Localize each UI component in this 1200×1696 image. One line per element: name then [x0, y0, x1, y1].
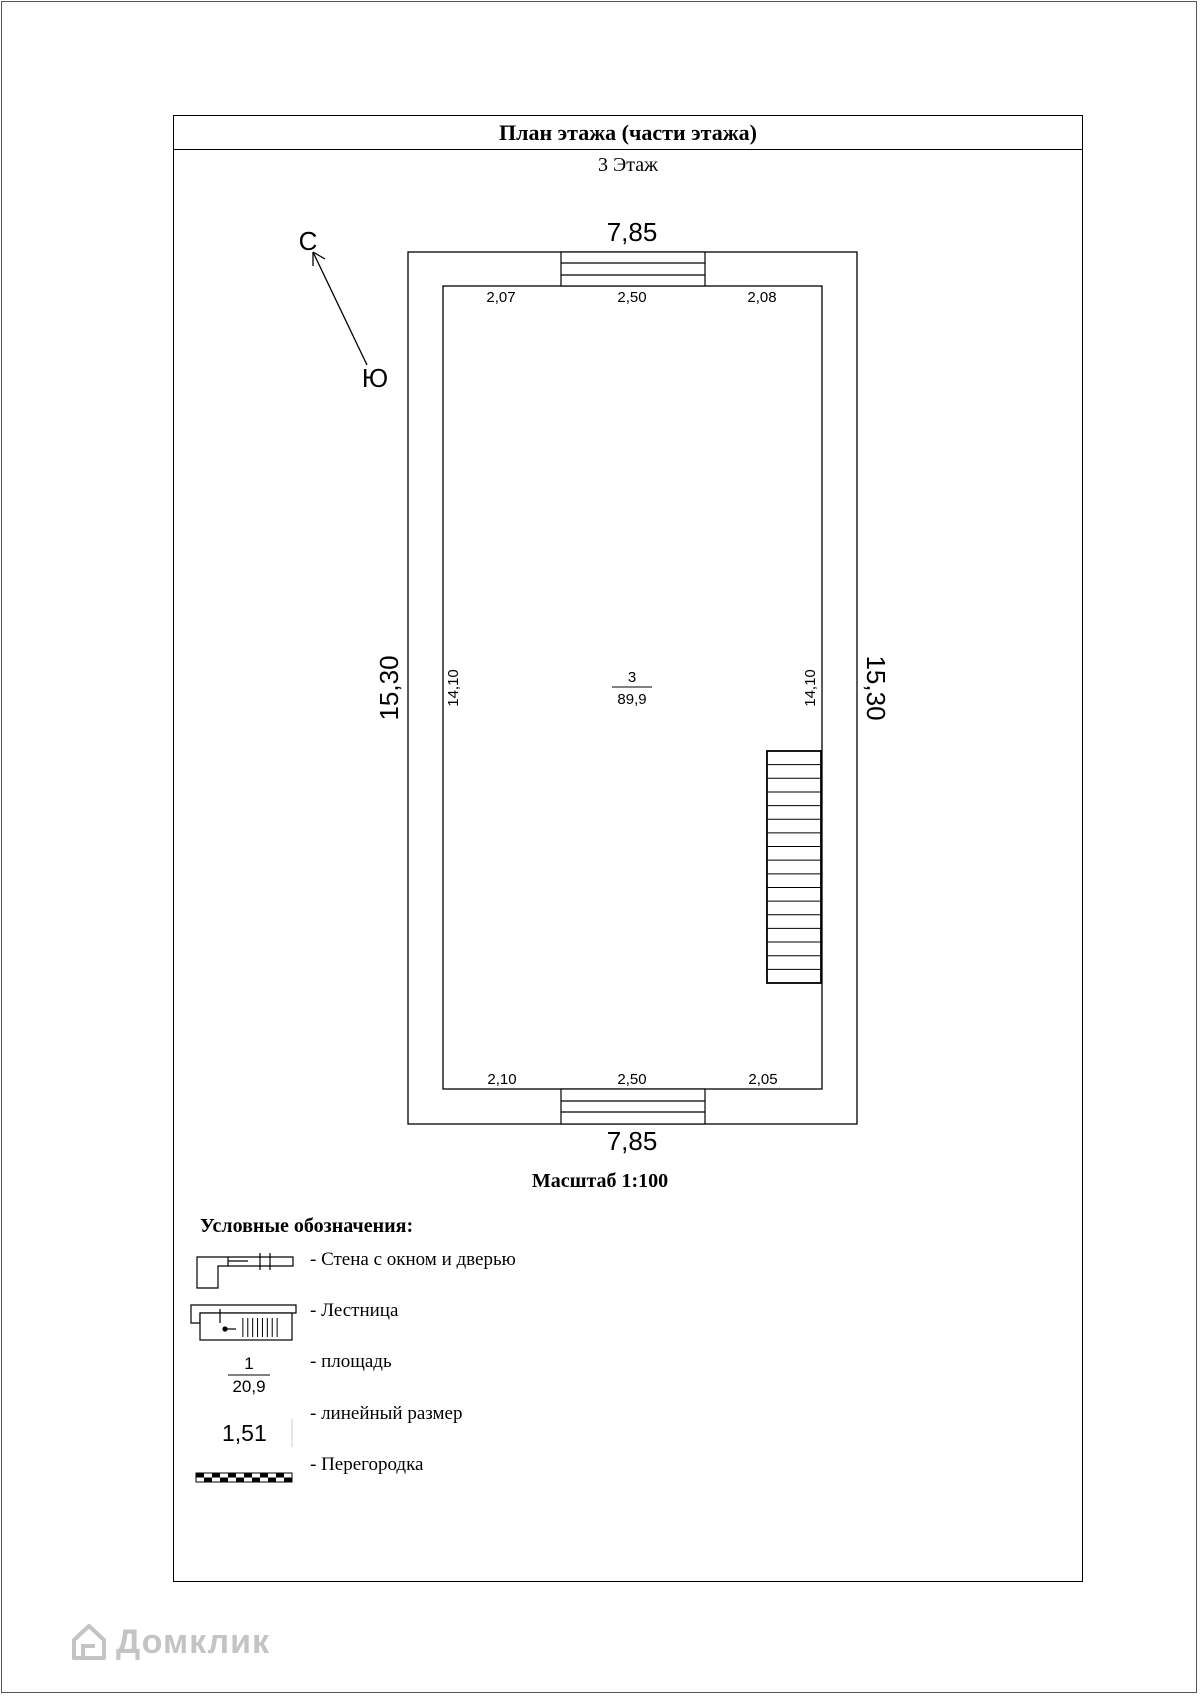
legend-wall-symbol — [197, 1253, 293, 1288]
outer-wall — [408, 252, 857, 1124]
legend-area-value: 20,9 — [232, 1377, 266, 1396]
partition-check — [220, 1478, 228, 1483]
dimension-inner-left: 14,10 — [445, 669, 462, 707]
dimension-inner-top-center: 2,50 — [617, 289, 647, 306]
legend-area-text: - площадь — [310, 1351, 392, 1372]
legend-partition-text: - Перегородка — [310, 1454, 424, 1475]
compass-north-label: С — [298, 226, 318, 256]
partition-check — [284, 1478, 292, 1483]
legend-partition-symbol — [196, 1473, 292, 1482]
dimension-outer-left: 15,30 — [374, 655, 404, 721]
partition-check — [252, 1478, 260, 1483]
legend-linear-example: 1,51 — [222, 1420, 267, 1446]
legend-linear-text: - линейный размер — [310, 1403, 463, 1424]
legend-stairs-text: - Лестница — [310, 1300, 399, 1321]
partition-check — [212, 1473, 220, 1478]
legend-area-number: 1 — [244, 1354, 254, 1373]
dimension-inner-top-left: 2,07 — [486, 289, 516, 306]
window-top — [561, 252, 705, 286]
dimension-inner-bottom-left: 2,10 — [487, 1071, 517, 1088]
scale-label: Масштаб 1:100 — [531, 1170, 669, 1192]
legend-wall-text: - Стена с окном и дверью — [310, 1249, 516, 1270]
dimension-outer-right: 15,30 — [861, 655, 891, 721]
legend-title: Условные обозначения: — [200, 1215, 414, 1237]
partition-check — [236, 1478, 244, 1483]
partition-check — [244, 1473, 252, 1478]
dimension-outer-top: 7,85 — [606, 217, 658, 247]
compass-arrow — [313, 252, 367, 365]
floor-label: 3 Этаж — [598, 154, 658, 176]
partition-check — [268, 1478, 276, 1483]
window-bottom — [561, 1089, 705, 1124]
watermark — [70, 1620, 270, 1664]
partition-check — [196, 1473, 204, 1478]
room-area: 89,9 — [617, 691, 647, 708]
partition-check — [260, 1473, 268, 1478]
dimension-inner-bottom-center: 2,50 — [617, 1071, 647, 1088]
sheet-title: План этажа (части этажа) — [174, 116, 1082, 150]
compass-south-label: Ю — [361, 363, 389, 393]
dimension-inner-right: 14,10 — [802, 669, 819, 707]
partition-check — [276, 1473, 284, 1478]
dimension-inner-top-right: 2,08 — [747, 289, 777, 306]
legend-stairs-symbol — [191, 1305, 296, 1340]
house-logo-icon — [70, 1622, 108, 1662]
partition-check — [204, 1478, 212, 1483]
stairs — [767, 751, 821, 983]
dimension-outer-bottom: 7,85 — [606, 1126, 658, 1156]
room-number: 3 — [627, 669, 637, 686]
partition-check — [228, 1473, 236, 1478]
watermark-text: Домклик — [116, 1622, 271, 1661]
dimension-inner-bottom-right: 2,05 — [748, 1071, 778, 1088]
